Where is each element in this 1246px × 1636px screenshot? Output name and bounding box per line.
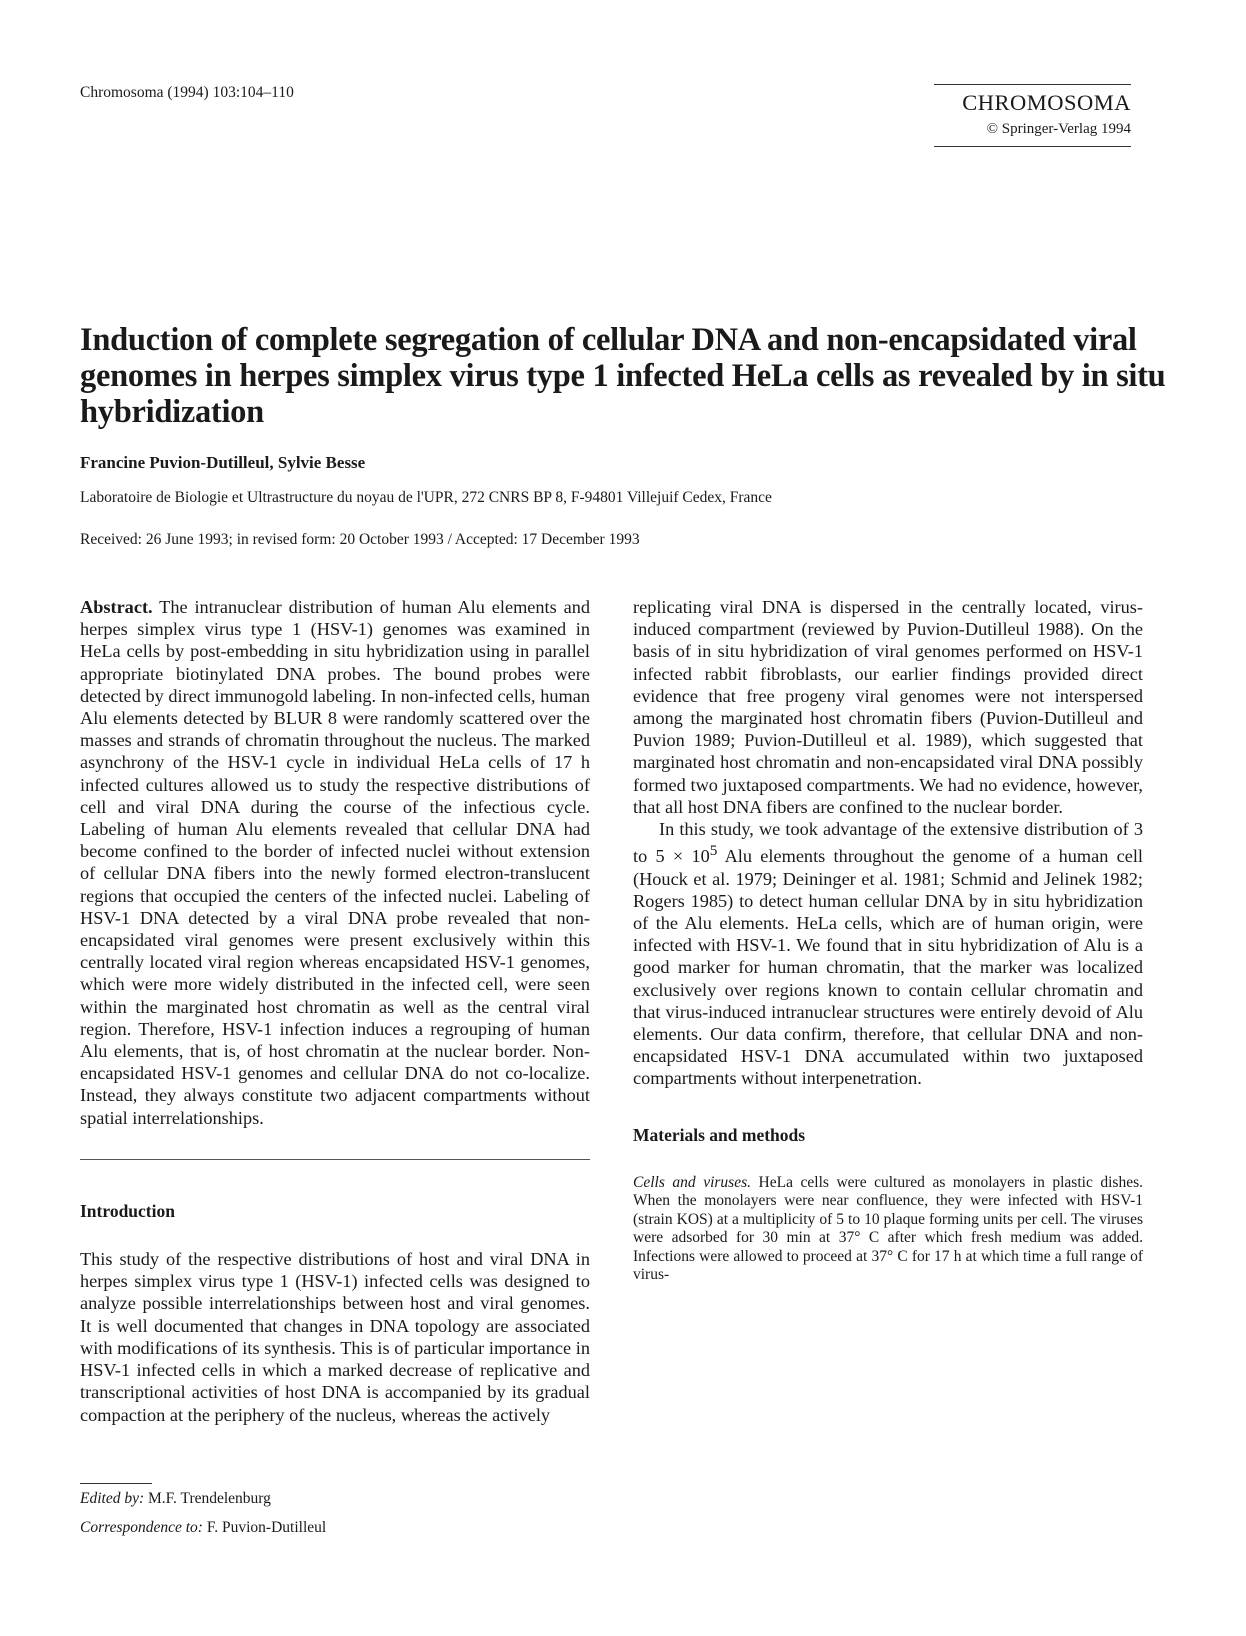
introduction-paragraph-1-continued: replicating viral DNA is dispersed in the centrally located, virus-induced compartment (reviewed by Puvion-Dutilleul 1988). On the basis of in situ hybridization of viral genomes performed on HSV-1 infected rabbit fibroblasts, our earlier findings provided direct evidence that free progeny viral genomes were not interspersed among the marginated host chromatin fibers (Puvion-Dutilleul and Puvion 1989; Puvion-Dutilleul et al. 1989), which suggested that marginated host chromatin and non-encapsidated viral DNA possibly formed two juxtaposed compartments. We had no evidence, however, that all host DNA fibers are confined to the nuclear border. bbox=[633, 597, 1143, 817]
abstract bbox=[80, 596, 590, 1129]
abstract-text: The intranuclear distribution of human Alu elements and herpes simplex virus type 1 (HSV-1) genomes was examined in HeLa cells by post-embedding in situ hybridization using in parallel appropriate biotinylated DNA probes. The bound probes were detected by direct immunogold labeling. In non-infected cells, human Alu elements detected by BLUR 8 were randomly scattered over the masses and strands of chromatin throughout the nucleus. The marked asynchrony of the HSV-1 cycle in individual HeLa cells of 17 h infected cultures allowed us to study the respective distributions of cell and viral DNA during the course of the infectious cycle. Labeling of human Alu elements revealed that cellular DNA had become confined to the border of infected nuclei without extension of cellular DNA fibers into the newly formed electron-translucent regions that occupied the centers of the infected nuclei. Labeling of HSV-1 DNA detected by a viral DNA probe revealed that non-encapsidated viral genomes were present exclusively within this centrally located viral region whereas encapsidated HSV-1 genomes, which were more widely distributed in the infected cell, were seen within the marginated host chromatin as well as the central viral region. Therefore, HSV-1 infection induces a regrouping of human Alu elements, that is, of host chromatin at the nuclear border. Non-encapsidated HSV-1 genomes and cellular DNA do not co-localize. Instead, they always constitute two adjacent compartments without spatial interrelationships. bbox=[80, 597, 590, 1128]
footnote-rule bbox=[80, 1483, 152, 1484]
paragraph-2-text-b: Alu elements throughout the genome of a human cell (Houck et al. 1979; Deininger et al. 1981; Schmid and Jelinek 1982; Rogers 1985) to detect human cellular DNA by in situ hybridization of the Alu elements. HeLa cells, which are of human origin, were infected with HSV-1. We found that in situ hybridization of Alu is a good marker for human chromatin, that the marker was localized exclusively over regions known to contain cellular chromatin and that virus-induced intranuclear structures were entirely devoid of Alu elements. Our data confirm, therefore, that cellular DNA and non-encapsidated HSV-1 DNA accumulated within two juxtaposed compartments without interpenetration. bbox=[633, 846, 1143, 1089]
correspondence-name: F. Puvion-Dutilleul bbox=[206, 1519, 327, 1536]
edited-by-label: Edited by: bbox=[80, 1490, 145, 1507]
exponent: 5 bbox=[709, 842, 718, 860]
introduction-paragraph-2 bbox=[633, 818, 1143, 1090]
journal-name: CHROMOSOMA bbox=[962, 90, 1131, 115]
footnote-editor bbox=[80, 1490, 271, 1508]
methods-paragraph bbox=[633, 1174, 1143, 1285]
masthead-bottom-rule bbox=[934, 146, 1131, 147]
journal-citation: Chromosoma (1994) 103:104–110 bbox=[80, 84, 294, 101]
footnote-correspondence bbox=[80, 1519, 326, 1537]
masthead-top-rule bbox=[934, 84, 1131, 85]
introduction-paragraph-1-start bbox=[80, 1248, 590, 1426]
introduction-continued bbox=[633, 596, 1143, 818]
introduction-heading: Introduction bbox=[80, 1200, 175, 1221]
abstract-label: Abstract. bbox=[80, 597, 153, 617]
abstract-separator bbox=[80, 1159, 590, 1160]
author-list: Francine Puvion-Dutilleul, Sylvie Besse bbox=[80, 453, 366, 472]
methods-subheading: Cells and viruses. bbox=[633, 1173, 751, 1191]
journal-masthead bbox=[934, 84, 1131, 147]
methods-text: HeLa cells were cultured as monolayers in plastic dishes. When the monolayers were near confluence, they were infected with HSV-1 (strain KOS) at a multiplicity of 5 to 10 plaque forming units per cell. The viruses were adsorbed for 30 min at 37° C after which fresh medium was added. Infections were allowed to proceed at 37° C for 17 h at which time a full range of virus- bbox=[633, 1173, 1144, 1284]
author-affiliation: Laboratoire de Biologie et Ultrastructure du noyau de l'UPR, 272 CNRS BP 8, F-94801 Villejuif Cedex, France bbox=[80, 489, 772, 506]
article-title: Induction of complete segregation of cellular DNA and non-encapsidated viral genomes in herpes simplex virus type 1 infected HeLa cells as revealed by in situ hybridization bbox=[80, 322, 1166, 430]
article-dates: Received: 26 June 1993; in revised form: 20 October 1993 / Accepted: 17 December 1993 bbox=[80, 531, 640, 548]
right-column bbox=[633, 596, 1143, 1285]
methods-heading: Materials and methods bbox=[633, 1124, 806, 1145]
copyright-notice: © Springer-Verlag 1994 bbox=[986, 120, 1131, 137]
introduction-paragraph-1: This study of the respective distributions of host and viral DNA in herpes simplex virus type 1 (HSV-1) infected cells was designed to analyze possible interrelationships between host and viral genomes. It is well documented that changes in DNA topology are associated with modifications of its synthesis. This is of particular importance in HSV-1 infected cells in which a marked decrease of replicative and transcriptional activities of host DNA is accompanied by its gradual compaction at the periphery of the nucleus, whereas the actively bbox=[80, 1249, 590, 1425]
paragraph-2-text-a: In this study, we took advantage of the extensive distribution of 3 to 5 × 10 bbox=[633, 819, 1143, 867]
left-column bbox=[80, 596, 590, 1426]
correspondence-label: Correspondence to: bbox=[80, 1519, 203, 1536]
editor-name: M.F. Trendelenburg bbox=[148, 1490, 271, 1507]
